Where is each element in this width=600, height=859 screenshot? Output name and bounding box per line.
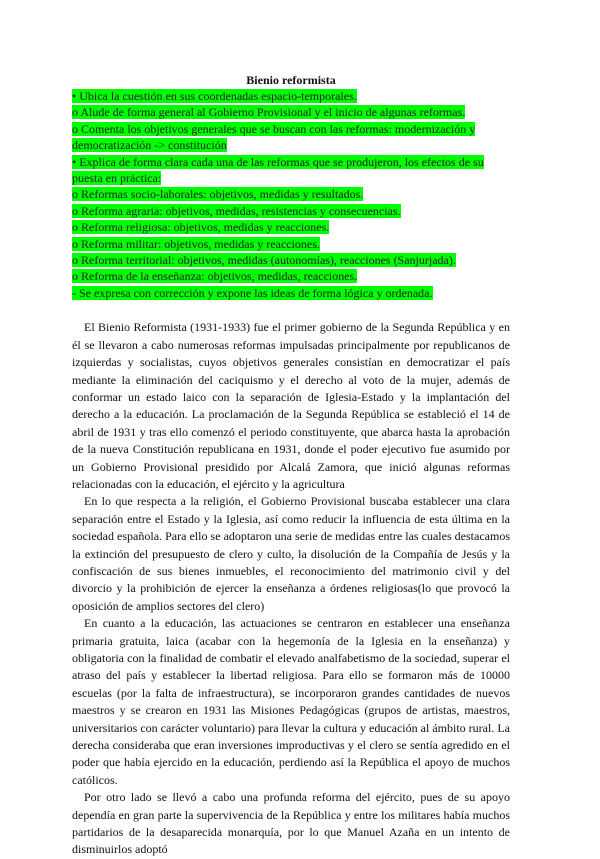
rubric-item-text: o Reforma agraria: objetivos, medidas, resistencias y consecuencias. xyxy=(72,203,401,218)
rubric-item-text: o Reforma militar: objetivos, medidas y reacciones. xyxy=(72,236,320,251)
rubric-item-text: o Alude de forma general al Gobierno Provisional y el inicio de algunas reformas. xyxy=(72,105,466,120)
essay-body xyxy=(72,319,510,859)
rubric-item-text: o Reforma religiosa: objetivos, medidas y reacciones. xyxy=(72,220,330,235)
rubric-item-text: o Reforma territorial: objetivos, medidas (autonomías), reacciones (Sanjurjada). xyxy=(72,253,456,268)
rubric-item xyxy=(72,219,510,235)
rubric-item-text: • Ubica la cuestión en sus coordenadas espacio-temporales. xyxy=(72,89,357,103)
document-title: Bienio reformista xyxy=(246,73,336,87)
rubric-item-text: o Reformas socio-laborales: objetivos, medidas y resultados. xyxy=(72,187,364,202)
paragraph-education: En cuanto a la educación, las actuaciones se centraron en establecer una enseñanza primaria gratuita, laica (acabar con la hegemonía de la Iglesia en la enseñanza) y obligatoria con la finalidad de combatir el elevado analfabetismo de la sociedad, superar el atraso del país y establecer la libertad religiosa. Para ello se formaron más de 10000 escuelas (por la falta de infraestructura), se incorporaron grandes cantidades de nuevos maestros y se crearon en 1931 las Misiones Pedagógicas (grupos de artistas, maestros, universitarios con carácter voluntario) para llevar la cultura y educación al ámbito rural. La derecha consideraba que eran inversiones improductivas y el clero se sentía agredido en el poder que había ejercido en la educación, perdiendo así la República el apoyo de muchos católicos. xyxy=(72,616,510,787)
rubric-item xyxy=(72,285,510,301)
rubric-item xyxy=(72,268,510,284)
rubric-item-text: o Reforma de la enseñanza: objetivos, medidas, reacciones. xyxy=(72,269,358,284)
rubric-checklist xyxy=(72,88,510,301)
paragraph-army: Por otro lado se llevó a cabo una profunda reforma del ejército, pues de su apoyo dependía en gran parte la supervivencia de la República y entre los militares había muchos partidarios de la desaparecida monarquía, por lo que Manuel Azaña en un intento de disminuirlos adoptó xyxy=(72,790,510,857)
rubric-item xyxy=(72,154,510,187)
rubric-item xyxy=(72,252,510,268)
rubric-item-text: • Explica de forma clara cada una de las reformas que se produjeron, los efectos de su puesta en práctica: xyxy=(72,154,484,186)
paragraph-intro: El Bienio Reformista (1931-1933) fue el primer gobierno de la Segunda República y en él se llevaron a cabo numerosas reformas impulsadas principalmente por republicanos de izquierdas y socialistas, cuyos objetivos generales consistían en democratizar el país mediante la eliminación del caciquismo y el derecho al voto de la mujer, además de conformar un estado laico con la separación de Iglesia-Estado y la implantación del derecho a la educación. La proclamación de la Segunda República se estableció el 14 de abril de 1931 y tras ello comenzó el periodo constituyente, que abarca hasta la aprobación de la nueva Constitución republicana en 1931, donde el poder ejecutivo fue asumido por un Gobierno Provisional presidido por Alcalá Zamora, que inició algunas reformas relacionadas con la educación, el ejército y la agricultura xyxy=(72,320,510,491)
rubric-item xyxy=(72,203,510,219)
rubric-item-text: - Se expresa con corrección y expone las ideas de forma lógica y ordenada. xyxy=(72,285,433,300)
rubric-item-text: o Comenta los objetivos generales que se buscan con las reformas: modernización y democratización -> constitución xyxy=(72,121,476,153)
rubric-item xyxy=(72,88,510,104)
paragraph-religion: En lo que respecta a la religión, el Gobierno Provisional buscaba establecer una clara separación entre el Estado y la Iglesia, así como reducir la influencia de esta última en la sociedad española. Para ello se adoptaron una serie de medidas entre las cuales destacamos la extinción del presupuesto de clero y culto, la disolución de la Compañía de Jesús y la confiscación de sus bienes inmuebles, el reconocimiento del matrimonio civil y del divorcio y la prohibición de ejercer la enseñanza a órdenes religiosas(lo que provocó la oposición de amplios sectores del clero) xyxy=(72,494,510,613)
rubric-item xyxy=(72,236,510,252)
rubric-item xyxy=(72,186,510,202)
rubric-item xyxy=(72,104,510,120)
rubric-item xyxy=(72,121,510,154)
